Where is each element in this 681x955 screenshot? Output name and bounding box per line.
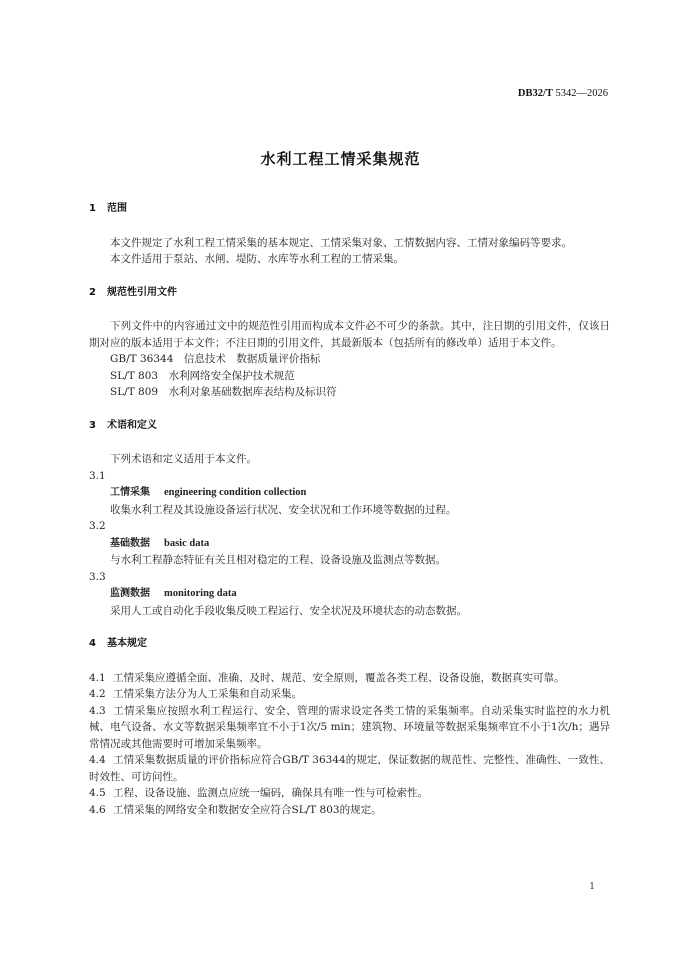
term-english: engineering condition collection bbox=[164, 487, 307, 498]
term-chinese: 监测数据 bbox=[110, 588, 150, 599]
document-title: 水利工程工情采集规范 bbox=[260, 150, 421, 168]
clause-text: 工情采集的网络安全和数据安全应符合SL/T 803的规定。 bbox=[113, 803, 382, 816]
clause-text: 工情采集数据质量的评价指标应符合GB/T 36344的规定，保证数据的规范性、完整性、准确性、一致性、时效性、可访问性。 bbox=[89, 754, 610, 783]
clause bbox=[89, 686, 610, 703]
section-heading-3 bbox=[89, 418, 610, 435]
clause bbox=[89, 802, 610, 819]
paragraph: 本文件适用于泵站、水闸、堤防、水库等水利工程的工情采集。 bbox=[110, 253, 404, 265]
clause bbox=[89, 752, 610, 785]
clause-number: 4.1 bbox=[89, 671, 106, 684]
clause-text: 工情采集应遵循全面、准确、及时、规范、安全原则，覆盖各类工程、设备设施，数据真实可靠。 bbox=[113, 671, 565, 684]
normative-reference: SL/T 809 水利对象基础数据库表结构及标识符 bbox=[110, 386, 337, 398]
term-english: monitoring data bbox=[164, 588, 237, 599]
section-title: 术语和定义 bbox=[107, 419, 157, 431]
term-entry bbox=[89, 484, 610, 502]
term-chinese: 基础数据 bbox=[110, 537, 150, 549]
section-title: 范围 bbox=[107, 203, 127, 214]
clause bbox=[89, 785, 610, 802]
clause-number: 4.3 bbox=[89, 704, 106, 717]
term-entry bbox=[89, 535, 610, 553]
section-number: 2 bbox=[89, 286, 96, 298]
term-definition: 收集水利工程及其设施设备运行状况、安全状况和工作环境等数据的过程。 bbox=[110, 503, 457, 516]
clause-number: 4.2 bbox=[89, 688, 106, 700]
term-definition: 与水利工程静态特征有关且相对稳定的工程、设备设施及监测点等数据。 bbox=[110, 554, 446, 566]
clause bbox=[89, 703, 610, 753]
section-number: 4 bbox=[89, 638, 96, 649]
clause bbox=[89, 670, 610, 687]
normative-reference: GB/T 36344 信息技术 数据质量评价指标 bbox=[110, 353, 321, 365]
clause-text: 工情采集方法分为人工采集和自动采集。 bbox=[113, 688, 302, 700]
page-number: 1 bbox=[589, 882, 595, 892]
term-english: basic data bbox=[164, 537, 210, 549]
term-number: 3.2 bbox=[89, 520, 106, 532]
clause-number: 4.5 bbox=[89, 787, 106, 799]
paragraph: 下列文件中的内容通过文中的规范性引用而构成本文件必不可少的条款。其中，注日期的引用文件，仅该日期对应的版本适用于本文件；不注日期的引用文件，其最新版本（包括所有的修改单）适用于本文件。 bbox=[89, 320, 610, 349]
normative-reference: SL/T 803 水利网络安全保护技术规范 bbox=[110, 369, 295, 382]
term-chinese: 工情采集 bbox=[110, 487, 150, 498]
term-number: 3.1 bbox=[89, 469, 106, 482]
term-definition: 采用人工或自动化手段收集反映工程运行、安全状况及环境状态的动态数据。 bbox=[110, 604, 467, 617]
section-title: 规范性引用文件 bbox=[107, 286, 177, 298]
paragraph: 下列术语和定义适用于本文件。 bbox=[110, 453, 257, 465]
paragraph: 本文件规定了水利工程工情采集的基本规定、工情采集对象、工情数据内容、工情对象编码等要求。 bbox=[110, 236, 572, 249]
clause-number: 4.4 bbox=[89, 754, 106, 766]
clause-number: 4.6 bbox=[89, 803, 106, 816]
standard-code-prefix: DB32/T bbox=[517, 88, 553, 99]
section-heading-1 bbox=[89, 201, 610, 218]
section-number: 1 bbox=[89, 203, 96, 214]
section-heading-4 bbox=[89, 636, 610, 653]
section-title: 基本规定 bbox=[107, 638, 147, 649]
standard-code bbox=[518, 88, 608, 99]
standard-code-number: 5342—2026 bbox=[552, 88, 608, 99]
clause-text: 工程、设备设施、监测点应统一编码，确保具有唯一性与可检索性。 bbox=[113, 787, 428, 799]
section-heading-2 bbox=[89, 285, 610, 302]
term-number: 3.3 bbox=[89, 570, 106, 583]
document-body bbox=[89, 201, 610, 818]
section-number: 3 bbox=[89, 419, 96, 431]
clause-text: 工情采集应按照水利工程运行、安全、管理的需求设定各类工情的采集频率。自动采集实时监控的水力机械、电气设备、水文等数据采集频率宜不小于1次/5 min；建筑物、环境量等数据采集频率宜不小于1次/h；遇异常情况或其他需要时可增加采集频率。 bbox=[89, 704, 610, 750]
term-entry bbox=[89, 585, 610, 603]
